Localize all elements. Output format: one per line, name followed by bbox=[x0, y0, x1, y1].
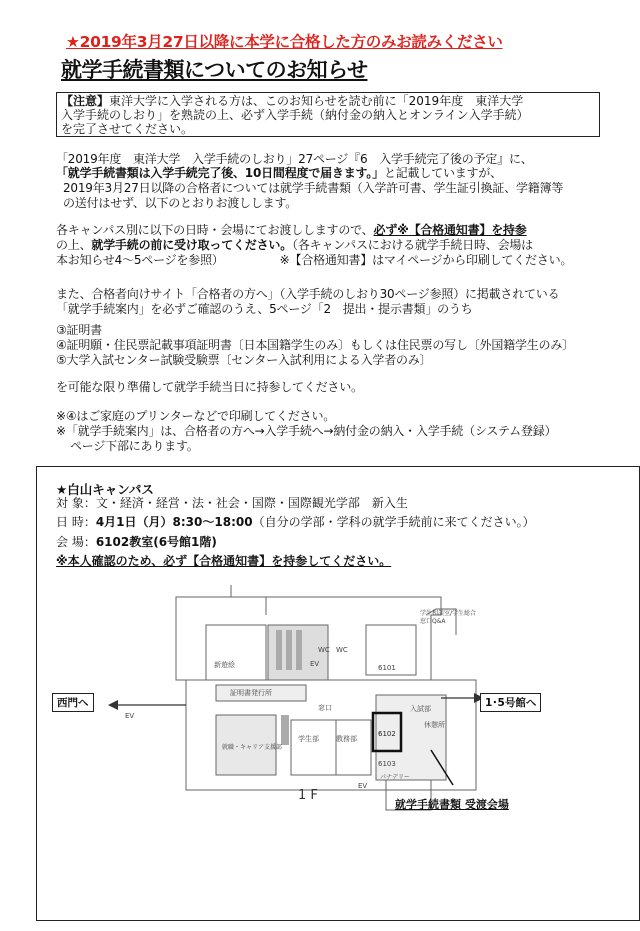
target-value: 文・経済・経営・法・社会・国際・国際観光学部 新入生 bbox=[95, 496, 408, 510]
label-rest: 休憩所 bbox=[424, 721, 445, 729]
building-15-label: 1･5号館へ bbox=[480, 693, 541, 712]
para2-line2 bbox=[56, 238, 533, 253]
wc-label-2: WC bbox=[336, 646, 348, 654]
para4: を可能な限り準備して就学手続当日に持参してください。 bbox=[56, 380, 363, 394]
room-6101-label: 6101 bbox=[378, 664, 396, 672]
campus-name: ★白山キャンパス bbox=[56, 482, 154, 497]
caution-text-3: を完了させてください。 bbox=[61, 122, 194, 136]
ev-label-2: EV bbox=[310, 660, 320, 668]
date-value: 4月1日（月）8:30～18:00 bbox=[95, 515, 253, 529]
hatch-2 bbox=[286, 630, 292, 670]
para1-line1: 「2019年度 東洋大学 入学手続のしおり」27ページ『6 入学手続完了後の予定』に、 bbox=[56, 152, 533, 166]
campus-date bbox=[56, 515, 535, 530]
para3-line1: また、合格者向けサイト「合格者の方へ」（入学手続のしおり30ページ参照）に掲載されている bbox=[56, 287, 560, 301]
page-title: 就学手続書類についてのお知らせ bbox=[61, 58, 368, 82]
gakusei-room-outline bbox=[291, 720, 336, 775]
document-item-5: ⑤大学入試センター試験受験票〔センター入試利用による入学者のみ〕 bbox=[56, 353, 432, 367]
para2-bold-b: 就学手続の前に受け取ってください。 bbox=[91, 238, 293, 252]
para3-line2: 「就学手続案内」を必ずご確認のうえ、5ページ「2 提出・提示書類」のうち bbox=[56, 302, 473, 316]
target-label: 対 象： bbox=[56, 496, 96, 510]
label-gakusei: 学生部 bbox=[298, 735, 319, 743]
label-kyomu: 教務部 bbox=[336, 735, 357, 743]
room-6103-label: 6103 bbox=[378, 760, 396, 768]
room-shinyoukan-outline bbox=[206, 625, 266, 680]
para1-bold: 「就学手続書類は入学手続完了後、10日間程度で届きます。」 bbox=[56, 166, 384, 180]
para2-text-a: 各キャンパス別に以下の日時・会場にてお渡ししますので、 bbox=[56, 223, 374, 237]
hatch-3 bbox=[296, 630, 302, 670]
kyomu-room-outline bbox=[336, 720, 371, 775]
para2-line3 bbox=[56, 253, 572, 268]
caution-box bbox=[56, 92, 600, 137]
ev-label-3: EV bbox=[358, 782, 368, 790]
red-notice-heading: ★2019年3月27日以降に本学に合格した方のみお読みください bbox=[66, 33, 503, 51]
stair-hatch bbox=[281, 715, 289, 745]
reception-label: 就学手続書類 受渡会場 bbox=[395, 798, 509, 811]
para2-text-e: ※【合格通知書】はマイページから印刷してください。 bbox=[279, 253, 573, 267]
document-item-4: ④証明願・住民票記載事項証明書〔日本国籍学生のみ〕もしくは住民票の写し〔外国籍学生のみ〕 bbox=[56, 338, 574, 352]
label-career: 就職・キャリア支援部 bbox=[222, 744, 283, 751]
para2-text-b: の上、 bbox=[56, 238, 92, 252]
document-item-3: ③証明書 bbox=[56, 323, 102, 337]
label-counter: 窓口 bbox=[318, 704, 332, 712]
hatch-1 bbox=[276, 630, 282, 670]
campus-target bbox=[56, 496, 408, 511]
campus-warning: ※本人確認のため、必ず【合格通知書】を持参してください。 bbox=[56, 554, 392, 568]
para2-bold-a: 必ず※【合格通知書】を持参 bbox=[373, 223, 527, 237]
label-center: 入試部 bbox=[410, 705, 431, 713]
venue-label: 会 場： bbox=[56, 535, 96, 549]
date-label: 日 時： bbox=[56, 515, 96, 529]
room-6102-label: 6102 bbox=[378, 730, 396, 738]
para2-line1 bbox=[56, 223, 527, 238]
para2-text-d: 本お知らせ4～5ページを参照） bbox=[56, 253, 224, 267]
para1-line2-rest: と記載していますが、 bbox=[383, 166, 502, 180]
wc-label-1: WC bbox=[318, 646, 330, 654]
label-stairs: 学生相談室/学生総合窓口Q&A bbox=[420, 610, 477, 625]
arrow-head-west bbox=[108, 700, 118, 710]
label-pharmacy: パナデリー bbox=[380, 774, 411, 781]
label-shinyoukan: 新遊絵 bbox=[214, 661, 235, 669]
caution-text-1: 東洋大学に入学される方は、このお知らせを読む前に「2019年度 東洋大学 bbox=[109, 94, 524, 108]
venue-value: 6102教室(6号館1階) bbox=[95, 535, 217, 549]
note-2-line2: ページ下部にあります。 bbox=[70, 439, 199, 453]
west-gate-label: 西門へ bbox=[52, 693, 94, 712]
date-note: （自分の学部・学科の就学手続前に来てください。） bbox=[252, 515, 535, 529]
para1-line2 bbox=[56, 166, 502, 181]
para2-text-c: （各キャンパスにおける就学手続日時、会場は bbox=[292, 238, 533, 252]
floor-map bbox=[36, 585, 640, 825]
caution-tag: 【注意】 bbox=[61, 94, 110, 108]
note-2-line1: ※「就学手続案内」は、合格者の方へ→入学手続へ→納付金の納入・入学手続（システム登録） bbox=[56, 424, 557, 438]
label-office: 証明書発行所 bbox=[230, 689, 272, 697]
campus-venue bbox=[56, 535, 217, 550]
para1-line3: 2019年3月27日以降の合格者については就学手続書類（入学許可書、学生証引換証、学籍簿等 bbox=[63, 181, 564, 195]
caution-text-2: 入学手続のしおり」を熟読の上、必ず入学手続（納付金の納入とオンライン入学手続） bbox=[61, 108, 529, 122]
note-1: ※④はご家庭のプリンターなどで印刷してください。 bbox=[56, 409, 336, 423]
ev-label-1: EV bbox=[125, 712, 135, 720]
para1-line4: の送付はせず、以下のとおりお渡しします。 bbox=[63, 196, 298, 210]
floor-label: 1 F bbox=[298, 788, 318, 803]
